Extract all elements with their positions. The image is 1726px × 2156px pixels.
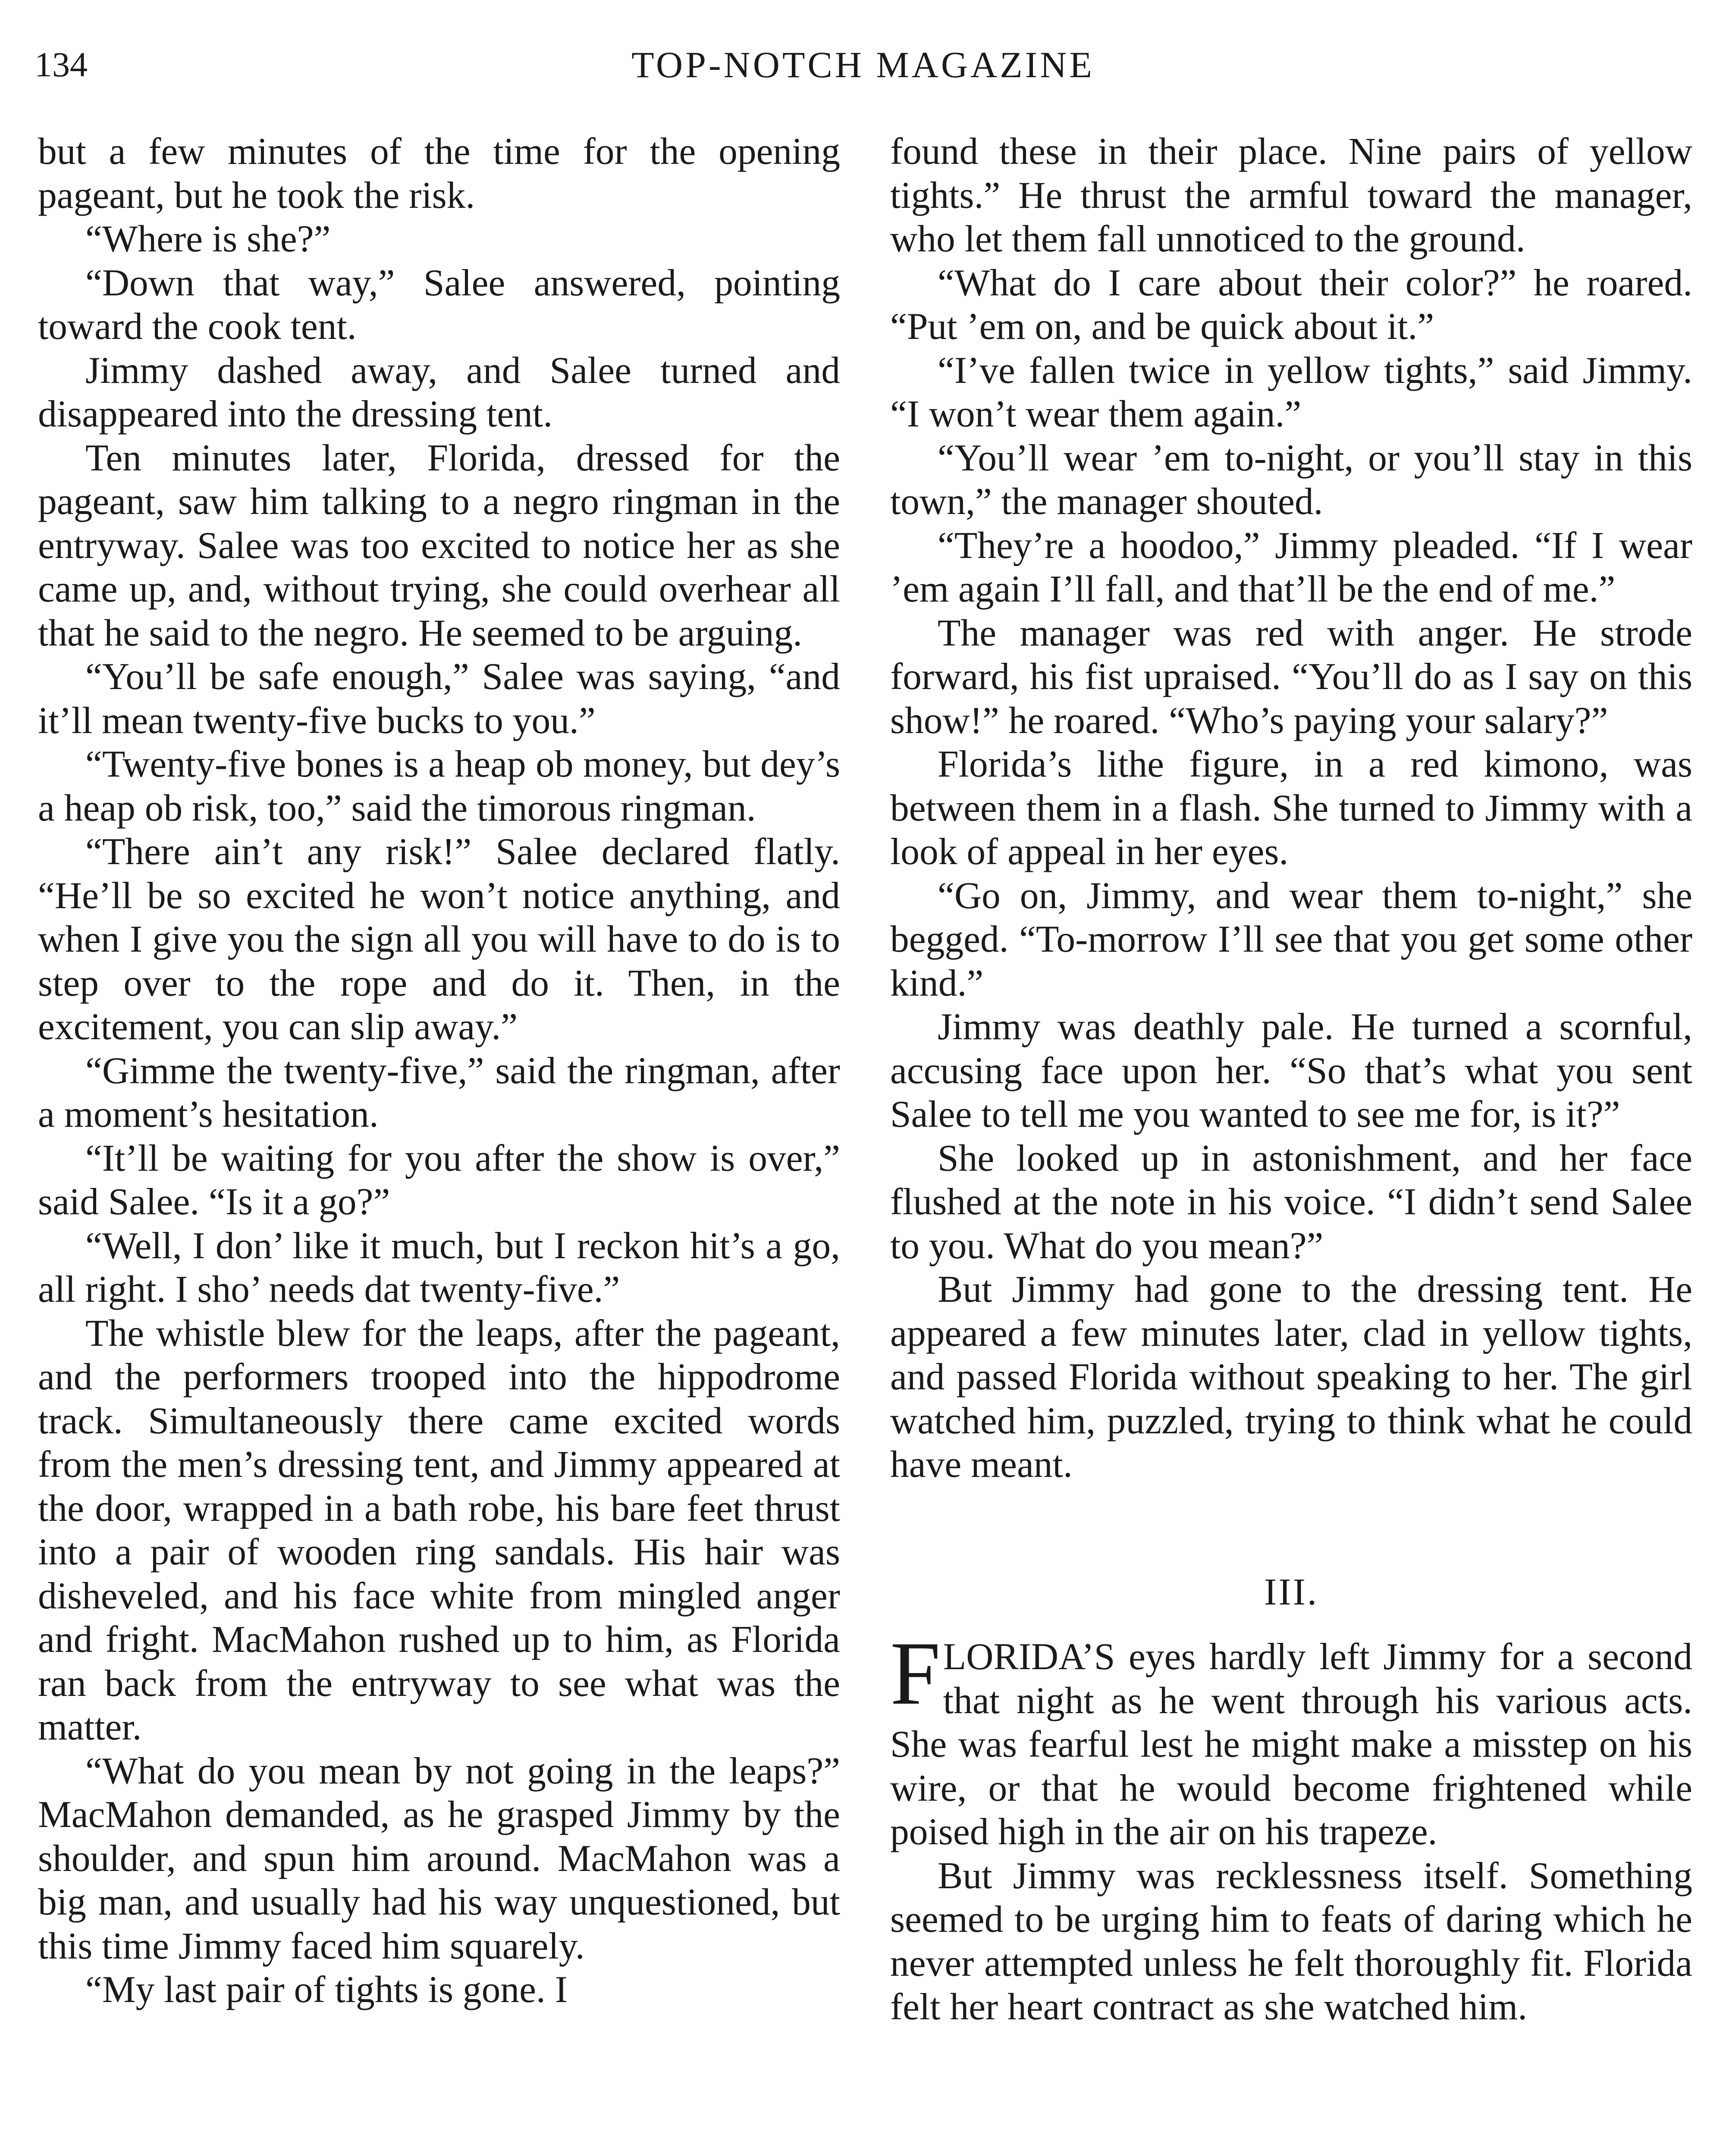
paragraph: “Where is she?” — [85, 218, 331, 260]
paragraph: “There ain’t any risk!” Salee declared flatly. “He’ll be so excited he won’t notice anything, and when I give you the sign all you will have to do is to step over to the rope and do it. Then, in the excitement, you can slip away.” — [38, 830, 840, 1047]
paragraph: The manager was red with anger. He strode forward, his fist upraised. “You’ll do as I say on this show!” he roared. “Who’s paying your salary?” — [890, 611, 1692, 741]
paragraph: “My last pair of tights is gone. I — [85, 1968, 568, 2010]
paragraph: Florida’s lithe figure, in a red kimono, was between them in a flash. She turned to Jimmy with a look of appeal in her eyes. — [890, 743, 1692, 872]
paragraph: “You’ll be safe enough,” Salee was saying, “and it’ll mean twenty-five bucks to you.” — [38, 655, 840, 741]
drop-cap: F — [890, 1623, 941, 1724]
paragraph: but a few minutes of the time for the opening pageant, but he took the risk. — [38, 130, 840, 216]
paragraph: “Go on, Jimmy, and wear them to-night,” she begged. “To-morrow I’ll see that you get some other kind.” — [890, 874, 1692, 1004]
paragraph: “What do you mean by not going in the leaps?” MacMahon demanded, as he grasped Jimmy by the shoulder, and spun him around. MacMahon was a big man, and usually had his way unquestioned, but this time Jimmy faced him squarely. — [38, 1749, 840, 1967]
section-first-paragraph-text: LORIDA’S eyes hardly left Jimmy for a second that night as he went through his various acts. She was fearful lest he might make a misstep on his wire, or that he would become frightened while poised high in the air on his trapeze. — [890, 1636, 1692, 1852]
page-number: 134 — [35, 45, 88, 84]
paragraph: “Twenty-five bones is a heap ob money, but dey’s a heap ob risk, too,” said the timorous ringman. — [38, 743, 840, 829]
paragraph: “Gimme the twenty-five,” said the ringman, after a moment’s hesitation. — [38, 1049, 840, 1135]
paragraph: “They’re a hoodoo,” Jimmy pleaded. “If I wear ’em again I’ll fall, and that’ll be the end of me.” — [890, 524, 1692, 610]
paragraph: “What do I care about their color?” he roared. “Put ’em on, and be quick about it.” — [890, 261, 1692, 347]
running-title: TOP-NOTCH MAGAZINE — [631, 44, 1095, 85]
page-header — [35, 41, 1691, 93]
paragraph: “You’ll wear ’em to-night, or you’ll stay in this town,” the manager shouted. — [890, 436, 1692, 522]
paragraph: Jimmy dashed away, and Salee turned and disappeared into the dressing tent. — [38, 349, 840, 435]
paragraph: “Down that way,” Salee answered, pointing toward the cook tent. — [38, 261, 840, 347]
section-first-paragraph — [890, 1623, 1692, 1854]
paragraph: “Well, I don’ like it much, but I reckon hit’s a go, all right. I sho’ needs dat twenty-five.” — [38, 1224, 840, 1310]
paragraph: The whistle blew for the leaps, after the pageant, and the performers trooped into the hippodrome track. Simultaneously there came excited words from the men’s dressing tent, and Jimmy appeared at the door, wrapped in a bath robe, his bare feet thrust into a pair of wooden ring sandals. His hair was disheveled, and his face white from mingled anger and fright. MacMahon rushed up to him, as Florida ran back from the entryway to see what was the matter. — [38, 1312, 840, 1748]
section-heading: III. — [1264, 1571, 1318, 1613]
paragraph: But Jimmy was recklessness itself. Something seemed to be urging him to feats of daring which he never attempted unless he felt thoroughly fit. Florida felt her heart contract as she watched him. — [890, 1854, 1692, 2028]
right-column — [890, 129, 1692, 2029]
paragraph: “I’ve fallen twice in yellow tights,” said Jimmy. “I won’t wear them again.” — [890, 349, 1692, 435]
paragraph: Jimmy was deathly pale. He turned a scornful, accusing face upon her. “So that’s what you sent Salee to tell me you wanted to see me for, is it?” — [890, 1006, 1692, 1135]
paragraph: But Jimmy had gone to the dressing tent. He appeared a few minutes later, clad in yellow tights, and passed Florida without speaking to her. The girl watched him, puzzled, trying to think what he could have meant. — [890, 1268, 1692, 1485]
left-column — [38, 129, 840, 2012]
paragraph: Ten minutes later, Florida, dressed for the pageant, saw him talking to a negro ringman in the entryway. Salee was too excited to notice her as she came up, and, without trying, she could overhear all that he said to the negro. He seemed to be arguing. — [38, 436, 840, 654]
paragraph: found these in their place. Nine pairs of yellow tights.” He thrust the armful toward the manager, who let them fall unnoticed to the ground. — [890, 130, 1692, 260]
paragraph: She looked up in astonishment, and her face flushed at the note in his voice. “I didn’t send Salee to you. What do you mean?” — [890, 1137, 1692, 1266]
paragraph: “It’ll be waiting for you after the show is over,” said Salee. “Is it a go?” — [38, 1137, 840, 1222]
